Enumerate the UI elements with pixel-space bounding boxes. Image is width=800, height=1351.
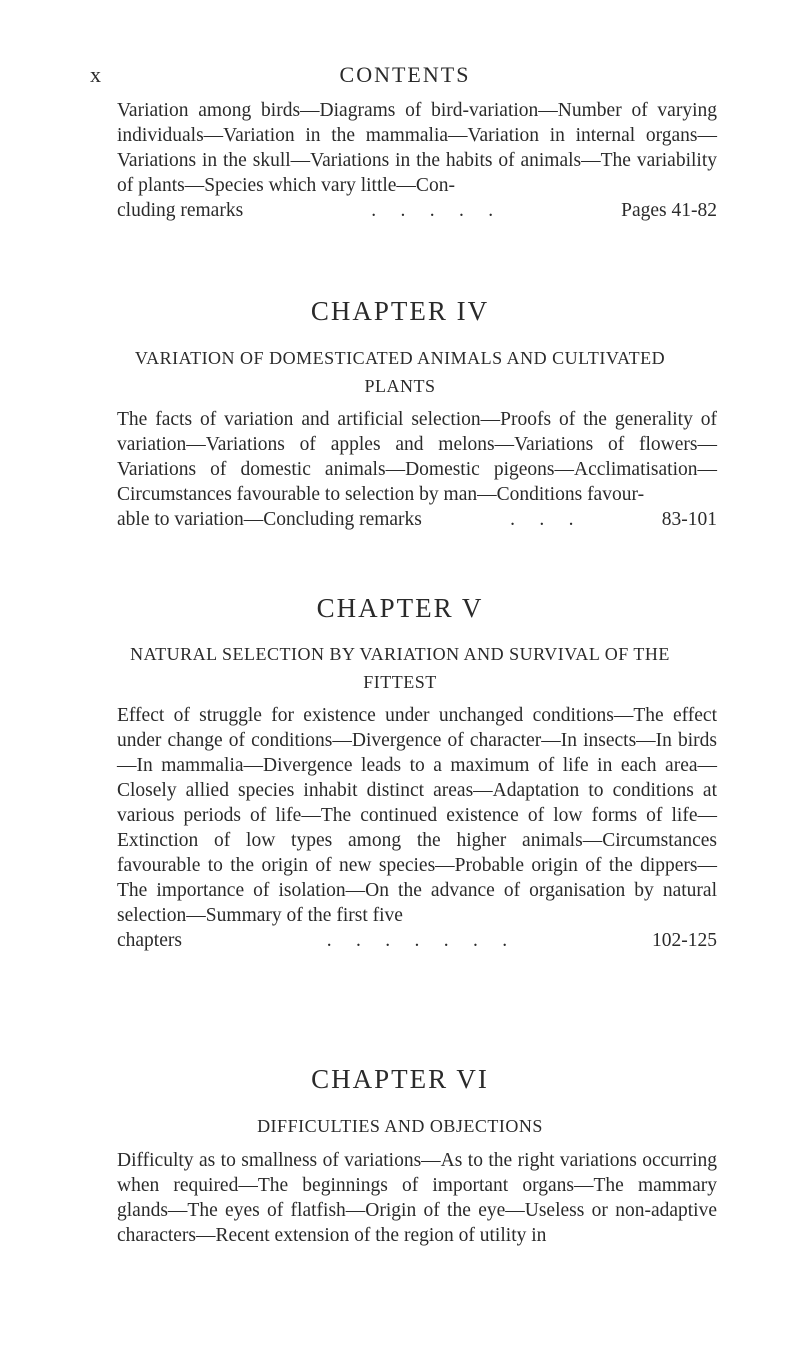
- chapter3-last-line: [117, 198, 717, 223]
- chapter4-summary: [117, 407, 717, 532]
- chapter6-heading: CHAPTER VI: [311, 1064, 489, 1094]
- chapter6-subtitle: DIFFICULTIES AND OBJECTIONS: [257, 1116, 543, 1136]
- chapter6-summary: [117, 1148, 717, 1248]
- chapter3-leader: . . . . .: [371, 200, 494, 221]
- chapter4-leader: . . .: [510, 509, 574, 530]
- chapter4-subtitle: VARIATION OF DOMESTICATED ANIMALS AND CULTIVATED PLANTS: [134, 348, 666, 396]
- chapter3-last-text: cluding remarks: [117, 200, 244, 221]
- chapter6-summary-text: Difficulty as to smallness of variations—As to the right variations occurring when required—The beginnings of important organs—The mammary glands—The eyes of flatfish—Origin of the eye—Useless or non-adaptive characters—Recent extension of the region of utility in: [117, 1150, 717, 1246]
- chapter4-heading: CHAPTER IV: [310, 296, 490, 326]
- chapter3-summary: [117, 98, 717, 223]
- running-head: [90, 62, 720, 92]
- chapter5-leader: . . . . . . .: [326, 930, 508, 951]
- chapter3-pages: Pages 41-82: [621, 200, 717, 221]
- chapter5-pages: 102-125: [652, 930, 717, 951]
- chapter5-summary-text: Effect of struggle for existence under unchanged conditions—The effect under change of conditions—Divergence of character—In insects—In birds—In mammalia—Divergence leads to a maximum of life in each area—Closely allied species inhabit distinct areas—Adaptation to conditions at various periods of life—The continued existence of low forms of life—Extinction of low types among the higher animals—Circumstances favourable to the origin of new species—Probable origin of the dippers—The importance of isolation—On the advance of organisation by natural selection—Summary of the first five: [117, 705, 717, 926]
- chapter4-last-text: able to variation—Concluding remarks: [117, 509, 422, 530]
- chapter4-summary-text: The facts of variation and artificial selection—Proofs of the generality of variation—Variations of apples and melons—Variations of flowers—Variations of domestic animals—Domestic pigeons—Acclimatisation—Circumstances favourable to selection by man—Conditions favour-: [117, 409, 717, 505]
- page-number: x: [90, 62, 102, 87]
- chapter4-pages: 83-101: [661, 509, 717, 530]
- chapter5-last-text: chapters: [117, 930, 182, 951]
- chapter5-last-line: [117, 928, 717, 953]
- chapter5-heading: CHAPTER V: [316, 593, 484, 623]
- chapter4-last-line: [117, 507, 717, 532]
- chapter3-summary-text: Variation among birds—Diagrams of bird-variation—Number of varying individuals—Variation in the mammalia—Variation in internal organs—Variations in the skull—Variations in the habits of animals—The variability of plants—Species which vary little—Con-: [117, 100, 717, 196]
- chapter5-summary: [117, 703, 717, 953]
- running-title: CONTENTS: [339, 62, 471, 87]
- chapter5-subtitle: NATURAL SELECTION BY VARIATION AND SURVIVAL OF THE FITTEST: [130, 644, 670, 692]
